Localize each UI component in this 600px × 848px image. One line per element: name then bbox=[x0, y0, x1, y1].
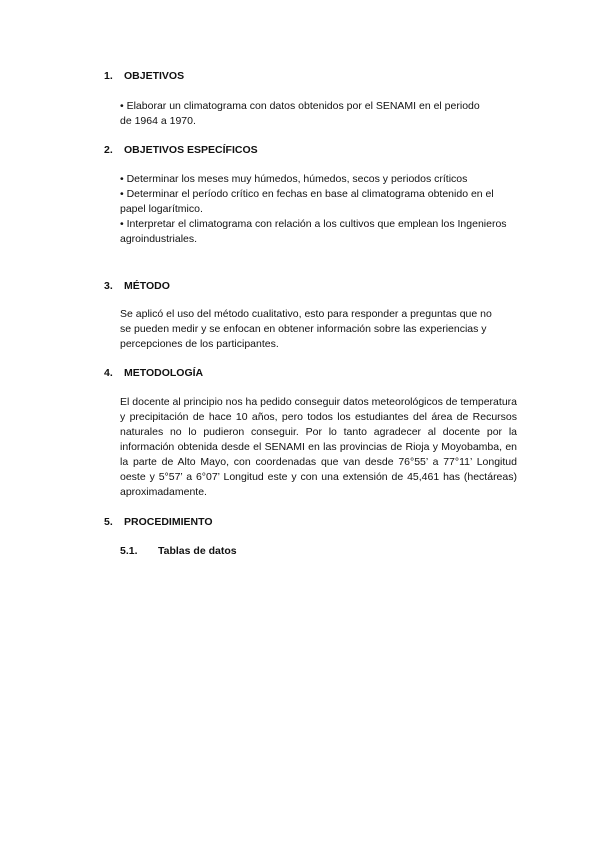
bullet-line: • Determinar los meses muy húmedos, húmedos, secos y periodos críticos bbox=[120, 173, 468, 185]
section-number: 3. bbox=[104, 280, 113, 292]
metodo-paragraph bbox=[120, 307, 502, 352]
objetivos-especificos-list bbox=[120, 172, 515, 247]
paragraph-text: El docente al principio nos ha pedido conseguir datos meteorológicos de temperatura y precipitación de hace 10 años, pero todos los estudiantes del área de Recursos naturales no lo pudieron conseguir. Por lo tanto agradecer al docente por la información obtenida desde el SENAMI en las provincias de Rioja y Moyobamba, en la parte de Alto Mayo, con coordenadas que van desde 76°55’ a 77°11’ Longitud oeste y 5°57’ a 6°07’ Longitud este y con una extensión de 45,461 has (hectáreas) aproximadamente. bbox=[120, 396, 517, 498]
section-number: 2. bbox=[104, 144, 113, 156]
subsection-number: 5.1. bbox=[120, 545, 138, 557]
bullet-line: • Determinar el período crítico en fechas en base al climatograma obtenido en el papel logarítmico. bbox=[120, 188, 494, 215]
section-heading-metodologia bbox=[104, 366, 203, 381]
objetivos-paragraph bbox=[120, 99, 490, 129]
section-number: 4. bbox=[104, 367, 113, 379]
section-number: 1. bbox=[104, 70, 113, 82]
section-title: OBJETIVOS bbox=[124, 70, 185, 82]
section-number: 5. bbox=[104, 516, 113, 528]
metodologia-paragraph bbox=[120, 395, 517, 500]
section-title: MÉTODO bbox=[124, 280, 170, 292]
section-heading-procedimiento bbox=[104, 515, 212, 530]
section-title: PROCEDIMIENTO bbox=[124, 516, 213, 528]
bullet-line: • Interpretar el climatograma con relación a los cultivos que emplean los Ingenieros agroindustriales. bbox=[120, 218, 507, 245]
section-heading-objetivos-especificos bbox=[104, 143, 258, 158]
subsection-title: Tablas de datos bbox=[158, 545, 237, 557]
section-title: METODOLOGÍA bbox=[124, 367, 204, 379]
section-heading-metodo bbox=[104, 279, 170, 294]
bullet-line: • Elaborar un climatograma con datos obtenidos por el SENAMI en el periodo de 1964 a 1970. bbox=[120, 100, 480, 127]
section-title: OBJETIVOS ESPECÍFICOS bbox=[124, 144, 258, 156]
paragraph-text: Se aplicó el uso del método cualitativo, esto para responder a preguntas que no se pueden medir y se enfocan en obtener información sobre las experiencias y percepciones de los participantes. bbox=[120, 308, 492, 350]
section-heading-objetivos bbox=[104, 69, 184, 84]
subsection-heading-tablas-de-datos bbox=[120, 544, 237, 559]
